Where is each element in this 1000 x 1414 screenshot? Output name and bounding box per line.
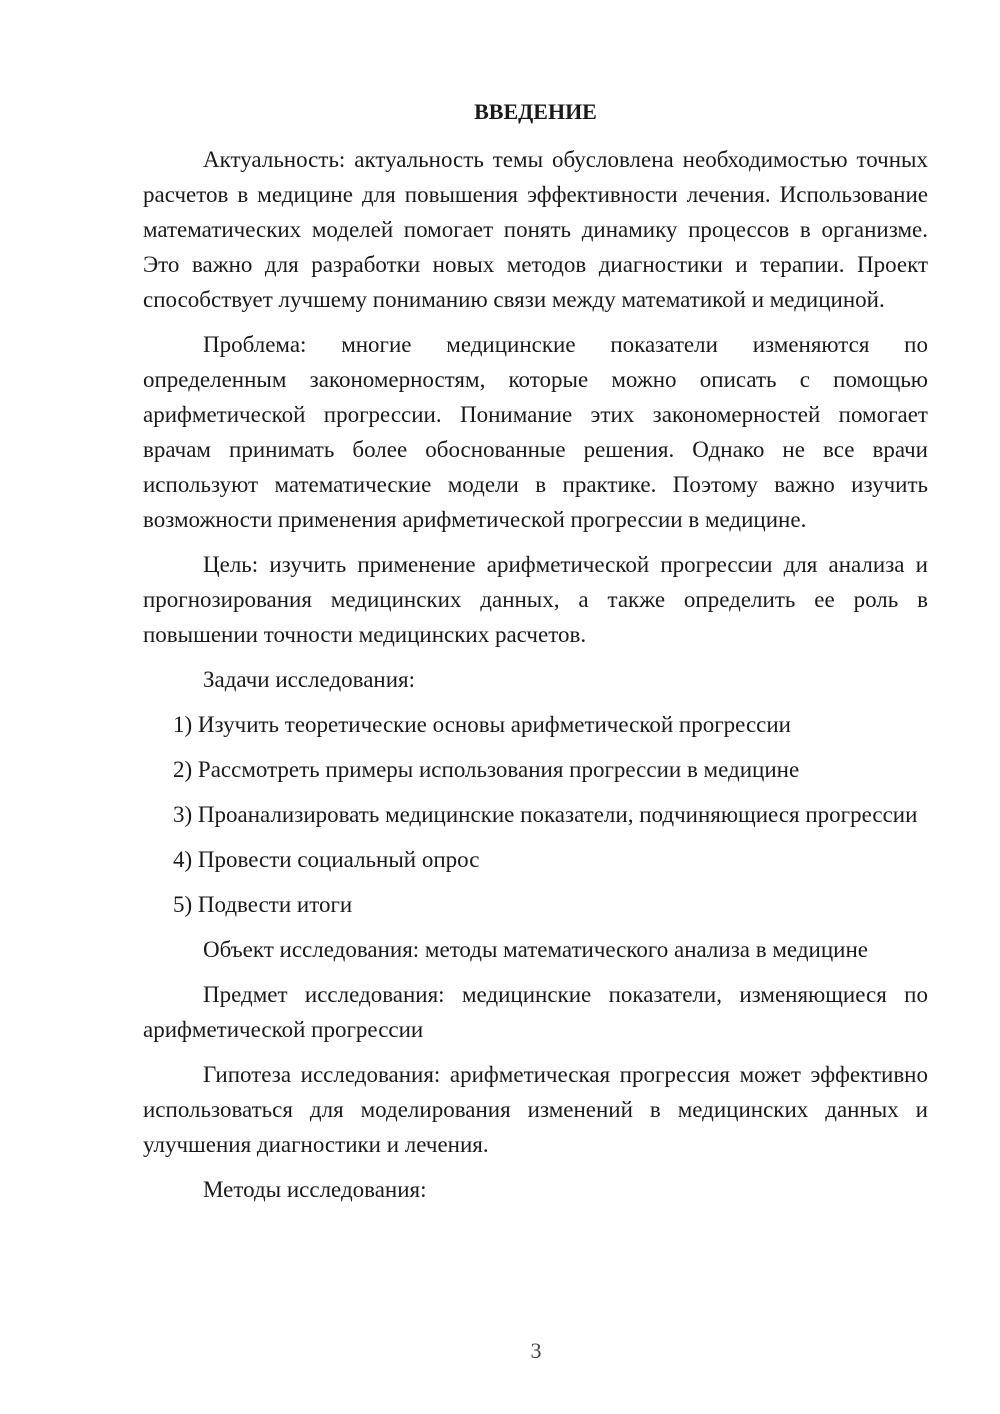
problem-paragraph: Проблема: многие медицинские показатели изменяются по определенным закономерностям, которые можно описать с помощью арифметической прогрессии. Понимание этих закономерностей помогает врачам принимать более обоснованные решения. Однако не все врачи используют математические модели в практике. Поэтому важно изучить возможности применения арифметической прогрессии в медицине.: [143, 332, 928, 532]
tasks-heading: Задачи исследования:: [203, 667, 416, 692]
subject-paragraph: Предмет исследования: медицинские показатели, изменяющиеся по арифметической прогрессии: [143, 982, 928, 1042]
relevance-paragraph: Актуальность: актуальность темы обусловлена необходимостью точных расчетов в медицине для повышения эффективности лечения. Использование математических моделей помогает понять динамику процессов в организме. Это важно для разработки новых методов диагностики и терапии. Проект способствует лучшему пониманию связи между математикой и медициной.: [143, 147, 928, 312]
task-item: 2) Рассмотреть примеры использования прогрессии в медицине: [173, 757, 800, 782]
task-item: 5) Подвести итоги: [173, 892, 353, 917]
task-item: 4) Провести социальный опрос: [173, 847, 480, 872]
goal-paragraph: Цель: изучить применение арифметической прогрессии для анализа и прогнозирования медицинских данных, а также определить ее роль в повышении точности медицинских расчетов.: [143, 552, 928, 647]
page-title: ВВЕДЕНИЕ: [474, 99, 597, 124]
document-body: [143, 142, 928, 1217]
methods-heading: Методы исследования:: [203, 1177, 427, 1202]
hypothesis-paragraph: Гипотеза исследования: арифметическая прогрессия может эффективно использоваться для моделирования изменений в медицинских данных и улучшения диагностики и лечения.: [143, 1062, 928, 1157]
task-item: 1) Изучить теоретические основы арифметической прогрессии: [173, 712, 791, 737]
page-number: 3: [530, 1338, 542, 1363]
object-paragraph: Объект исследования: методы математического анализа в медицине: [203, 937, 868, 962]
task-item: 3) Проанализировать медицинские показатели, подчиняющиеся прогрессии: [173, 802, 918, 827]
